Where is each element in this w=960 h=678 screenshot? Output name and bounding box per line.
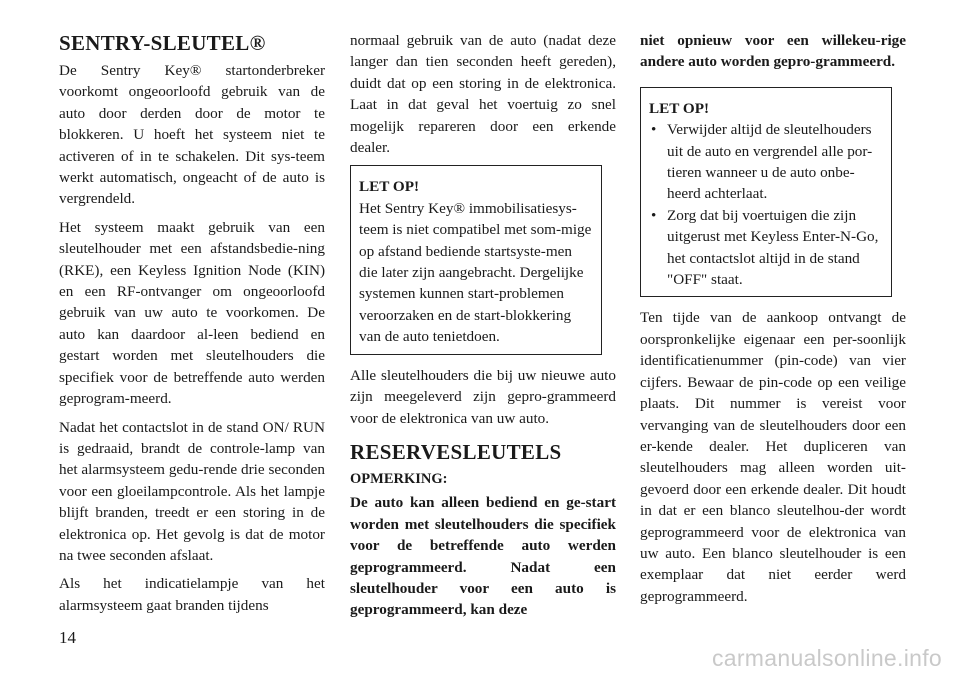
note-text-continued: niet opnieuw voor een willekeu-rige andere auto worden gepro-grammeerd. xyxy=(640,32,906,71)
warning-bullet-list xyxy=(649,119,883,290)
note-text: De auto kan alleen bediend en ge-start worden met sleutelhouders die specifiek voor de betreffende auto werden geprogrammeerd. Nadat een sleutelhouder voor een auto is geprogrammeerd, kan deze xyxy=(350,494,616,619)
warning-text: Het Sentry Key® immobilisatiesys-teem is niet compatibel met som-mige op afstand bediende startsyste-men die later zijn aangebracht. Dergelijke systemen kunnen start-problemen veroorzaken en de start-blokkering van de auto tenietdoen. xyxy=(359,199,592,346)
column-2 xyxy=(350,30,616,628)
paragraph: Het systeem maakt gebruik van een sleutelhouder met een afstandsbedie-ning (RKE), een Keyless Ignition Node (KIN) en een RF-ontvanger om ongeoorloofd gebruik van uw auto te voorkomen. De auto kan daardoor al-leen bediend en gestart worden met sleutelhouders die specifiek voor de betreffende auto werden geprogram-meerd. xyxy=(59,218,325,408)
warning-label: LET OP! xyxy=(649,99,710,117)
page-number: 14 xyxy=(59,628,76,647)
warning-box xyxy=(350,165,602,354)
column-3 xyxy=(640,30,906,614)
warning-label: LET OP! xyxy=(359,178,420,196)
section-title-sentry-key: SENTRY-SLEUTEL® xyxy=(59,31,266,55)
paragraph: Alle sleutelhouders die bij uw nieuwe auto zijn meegeleverd zijn gepro-grammeerd voor de elektronica van uw auto. xyxy=(350,366,616,427)
paragraph: Nadat het contactslot in de stand ON/ RUN is gedraaid, brandt de controle-lamp van het alarmsysteem gedu-rende drie seconden voor een gloeilampcontrole. Als het lampje blijft branden, treedt er een storing in de elektronica op. Het gevolg is dat de motor na twee seconden afslaat. xyxy=(59,418,325,564)
bullet-item: • Zorg dat bij voertuigen die zijn uitgerust met Keyless Enter-N-Go, het contactslot altijd in de stand "OFF" staat. xyxy=(649,205,883,291)
column-1 xyxy=(59,30,325,623)
paragraph: normaal gebruik van de auto (nadat deze langer dan tien seconden heeft gereden), duidt dat op een storing in de elektronica. Laat in dat geval het voertuig zo snel mogelijk repareren door een erkende dealer. xyxy=(350,32,616,157)
watermark: carmanualsonline.info xyxy=(711,645,942,671)
paragraph: Ten tijde van de aankoop ontvangt de oorspronkelijke eigenaar een per-soonlijk identificatienummer (pin-code) van vier cijfers. Bewaar de pin-code op een veilige plaats. Dit nummer is vereist voor vervanging van de sleutelhouders door een er-kende dealer. Het dupliceren van sleutelhouders mag alleen worden uit-gevoerd door een erkende dealer. Dit houdt in dat er een blanco sleutelhou-der wordt geprogrammeerd voor de elektronica van uw auto. Een blanco sleutelhouder is een exemplaar dat niet eerder werd geprogrammeerd. xyxy=(640,309,906,605)
paragraph: De Sentry Key® startonderbreker voorkomt ongeoorloofd gebruik van de auto door derden door de motor te blokkeren. U hoeft het systeem niet te activeren of in te schakelen. Dit sys-teem werkt automatisch, ongeacht of de auto is vergrendeld. xyxy=(59,62,325,208)
note-label: OPMERKING: xyxy=(350,470,448,487)
paragraph: Als het indicatielampje van het alarmsysteem gaat branden tijdens xyxy=(59,575,325,614)
warning-box xyxy=(640,87,892,298)
bullet-item: • Verwijder altijd de sleutelhouders uit de auto en vergrendel alle por-tieren wanneer u de auto onbe-heerd achterlaat. xyxy=(649,119,883,205)
section-title-reserve-keys: RESERVESLEUTELS xyxy=(350,439,562,464)
